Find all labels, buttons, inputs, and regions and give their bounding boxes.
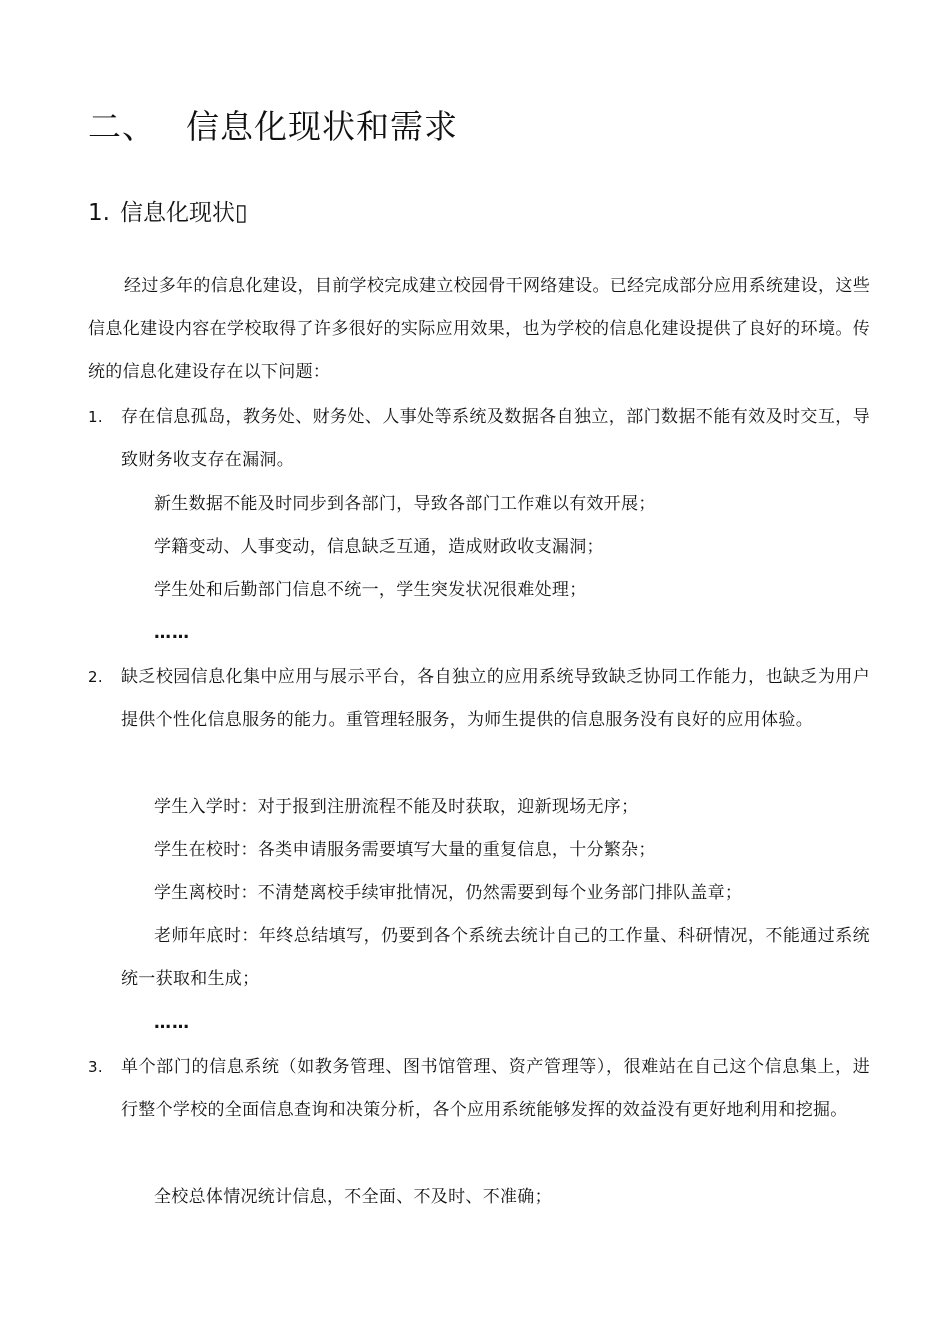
list-ellipsis: ……	[154, 1013, 190, 1033]
list-item	[88, 656, 870, 742]
list-marker: 2.	[88, 668, 103, 686]
list-sub-item: 学生处和后勤部门信息不统一，学生突发状况很难处理；	[154, 580, 587, 600]
list-sub-item: 老师年底时：年终总结填写，仍要到各个系统去统计自己的工作量、科研情况，不能通过系统统一获取和生成；	[121, 926, 870, 989]
section-title: 信息化现状和需求	[186, 107, 458, 146]
subsection-number: 1.	[88, 200, 110, 226]
list-sub-item: 学籍变动、人事变动，信息缺乏互通，造成财政收支漏洞；	[154, 537, 604, 557]
subsection-heading	[88, 196, 248, 230]
section-number: 二、	[88, 107, 156, 146]
list-item	[88, 1046, 870, 1132]
list-ellipsis: ……	[154, 623, 190, 643]
section-heading	[88, 104, 458, 150]
list-sub-item: 全校总体情况统计信息，不全面、不及时、不准确；	[154, 1187, 552, 1207]
list-item-text: 存在信息孤岛，教务处、财务处、人事处等系统及数据各自独立，部门数据不能有效及时交互，导致财务收支存在漏洞。	[121, 407, 870, 470]
list-sub-item: 学生入学时：对于报到注册流程不能及时获取，迎新现场无序；	[154, 797, 639, 817]
intro-paragraph: 经过多年的信息化建设，目前学校完成建立校园骨干网络建设。已经完成部分应用系统建设，这些信息化建设内容在学校取得了许多很好的实际应用效果，也为学校的信息化建设提供了良好的环境。传统的信息化建设存在以下问题：	[88, 276, 870, 382]
list-marker: 3.	[88, 1058, 103, 1076]
list-sub-item: 学生离校时：不清楚离校手续审批情况，仍然需要到每个业务部门排队盖章；	[154, 883, 743, 903]
list-item-text: 单个部门的信息系统（如教务管理、图书馆管理、资产管理等），很难站在自己这个信息集上，进行整个学校的全面信息查询和决策分析，各个应用系统能够发挥的效益没有更好地利用和挖掘。	[121, 1057, 870, 1120]
subsection-title: 信息化现状▯	[120, 200, 248, 226]
list-sub-item: 学生在校时：各类申请服务需要填写大量的重复信息，十分繁杂；	[154, 840, 656, 860]
list-item-text: 缺乏校园信息化集中应用与展示平台，各自独立的应用系统导致缺乏协同工作能力，也缺乏为用户提供个性化信息服务的能力。重管理轻服务，为师生提供的信息服务没有良好的应用体验。	[121, 667, 870, 730]
list-sub-item: 新生数据不能及时同步到各部门，导致各部门工作难以有效开展；	[154, 494, 656, 514]
list-item	[88, 396, 870, 482]
list-marker: 1.	[88, 408, 103, 426]
